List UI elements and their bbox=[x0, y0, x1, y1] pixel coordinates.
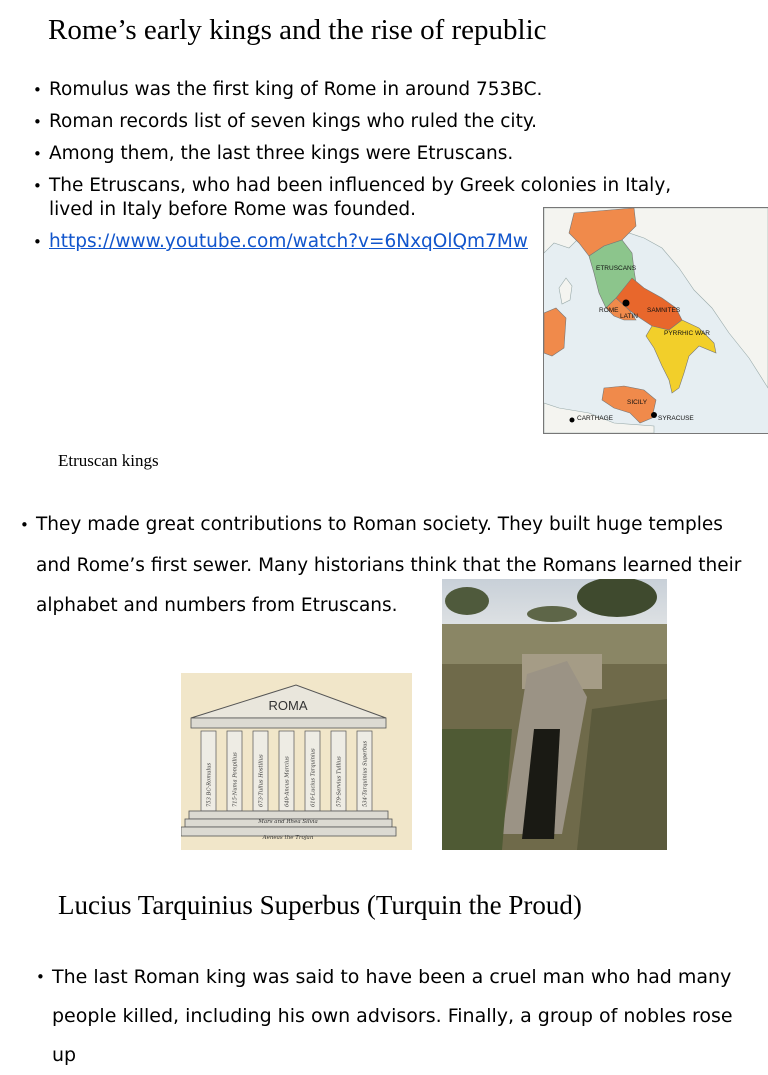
temple-column-label: 616-Lucius Tarquinius bbox=[310, 748, 317, 807]
italy-map bbox=[543, 207, 768, 434]
map-label-latin: LATIN bbox=[620, 313, 638, 320]
italy-map-drawing bbox=[544, 208, 768, 433]
sewer-ruins-photo bbox=[442, 579, 667, 850]
base-line-2: Aeneas the Trojan bbox=[262, 835, 314, 841]
roma-temple-illustration bbox=[181, 673, 412, 850]
map-label-sicily: SICILY bbox=[627, 399, 648, 406]
etruscan-kings-heading: Etruscan kings bbox=[58, 451, 159, 470]
map-label-etruscans: ETRUSCANS bbox=[596, 265, 637, 272]
lucius-bullet-list bbox=[36, 958, 736, 1075]
temple-column-label: 715-Numa Pompilius bbox=[232, 752, 239, 807]
temple-column-label: 753 BC-Romulus bbox=[206, 762, 213, 807]
map-label-samnites: SAMNITES bbox=[647, 307, 681, 314]
map-label-syracuse: SYRACUSE bbox=[658, 415, 694, 422]
ruins-drawing bbox=[442, 579, 667, 850]
lucius-heading: Lucius Tarquinius Superbus (Turquin the Proud) bbox=[58, 890, 582, 920]
list-item: • Roman records list of seven kings who ruled the city. bbox=[33, 110, 673, 134]
temple-drawing bbox=[181, 673, 412, 850]
temple-column-label: 579-Servius Tullius bbox=[336, 756, 343, 807]
list-item: • They made great contributions to Roman society. They built huge temples and Rome’s first sewer. Many historians think that the Romans learned their alphabet and numbers from Etruscans. bbox=[20, 505, 750, 627]
temple-column-label: 673-Tullus Hostilius bbox=[258, 754, 265, 807]
list-item: • Romulus was the first king of Rome in around 753BC. bbox=[33, 78, 673, 102]
base-line-1: Mars and Rhea Silvia bbox=[258, 819, 318, 825]
temple-column-label: 640-Ancus Marcius bbox=[284, 756, 291, 807]
video-link[interactable]: https://www.youtube.com/watch?v=6NxqOlQm7Mw bbox=[49, 231, 528, 252]
temple-column-label: 534-Tarquinius Superbus bbox=[362, 740, 369, 807]
map-label-carthage: CARTHAGE bbox=[577, 415, 613, 422]
list-item: • The last Roman king was said to have been a cruel man who had many people killed, including his own advisors. Finally, a group of nobles rose up bbox=[36, 958, 736, 1075]
pediment-text: ROMA bbox=[268, 698, 308, 713]
list-item: • Among them, the last three kings were Etruscans. bbox=[33, 142, 673, 166]
list-item: • The Etruscans, who had been influenced by Greek colonies in Italy, lived in Italy before Rome was founded. bbox=[33, 174, 673, 222]
map-label-pyrrhic-war: PYRRHIC WAR bbox=[664, 330, 710, 337]
page-title: Rome’s early kings and the rise of republic bbox=[48, 14, 547, 46]
map-label-rome: ROME bbox=[599, 307, 619, 314]
